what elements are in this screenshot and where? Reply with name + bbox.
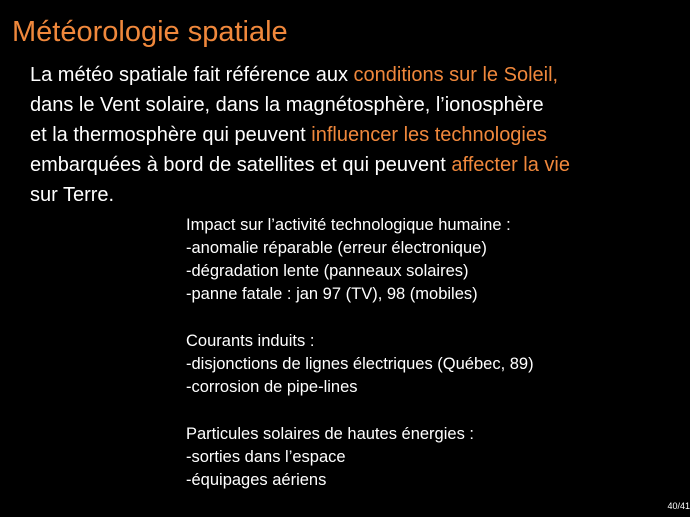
list-item: -anomalie réparable (erreur électronique) <box>186 239 487 257</box>
list-item: -dégradation lente (panneaux solaires) <box>186 262 469 280</box>
details-list <box>186 214 656 492</box>
intro-line-1 <box>30 60 680 90</box>
intro-paragraph <box>30 60 680 210</box>
list-item: -équipages aériens <box>186 471 327 489</box>
intro-text: La météo spatiale fait référence aux <box>30 64 354 86</box>
list-item: -disjonctions de lignes électriques (Québec, 89) <box>186 355 534 373</box>
slide-title: Météorologie spatiale <box>12 16 288 48</box>
impact-group <box>186 214 656 306</box>
intro-text: embarquées à bord de satellites et qui peuvent <box>30 154 452 176</box>
intro-line-3 <box>30 120 680 150</box>
particles-group <box>186 423 656 492</box>
intro-line-4 <box>30 150 680 180</box>
list-item: -sorties dans l’espace <box>186 448 346 466</box>
highlight-text: conditions sur le Soleil, <box>353 64 559 86</box>
highlight-text: influencer les technologies <box>311 124 547 146</box>
intro-text: et la thermosphère qui peuvent <box>30 124 312 146</box>
list-item: -panne fatale : jan 97 (TV), 98 (mobiles) <box>186 285 478 303</box>
group-heading: Impact sur l’activité technologique humaine : <box>186 216 511 234</box>
group-heading: Particules solaires de hautes énergies : <box>186 425 474 443</box>
group-heading: Courants induits : <box>186 332 315 350</box>
list-item: -corrosion de pipe-lines <box>186 378 358 396</box>
currents-group <box>186 330 656 399</box>
intro-line-2: dans le Vent solaire, dans la magnétosphère, l’ionosphère <box>30 94 544 116</box>
intro-line-5: sur Terre. <box>30 184 115 206</box>
highlight-text: affecter la vie <box>451 154 570 176</box>
page-number: 40/41 <box>667 501 690 511</box>
